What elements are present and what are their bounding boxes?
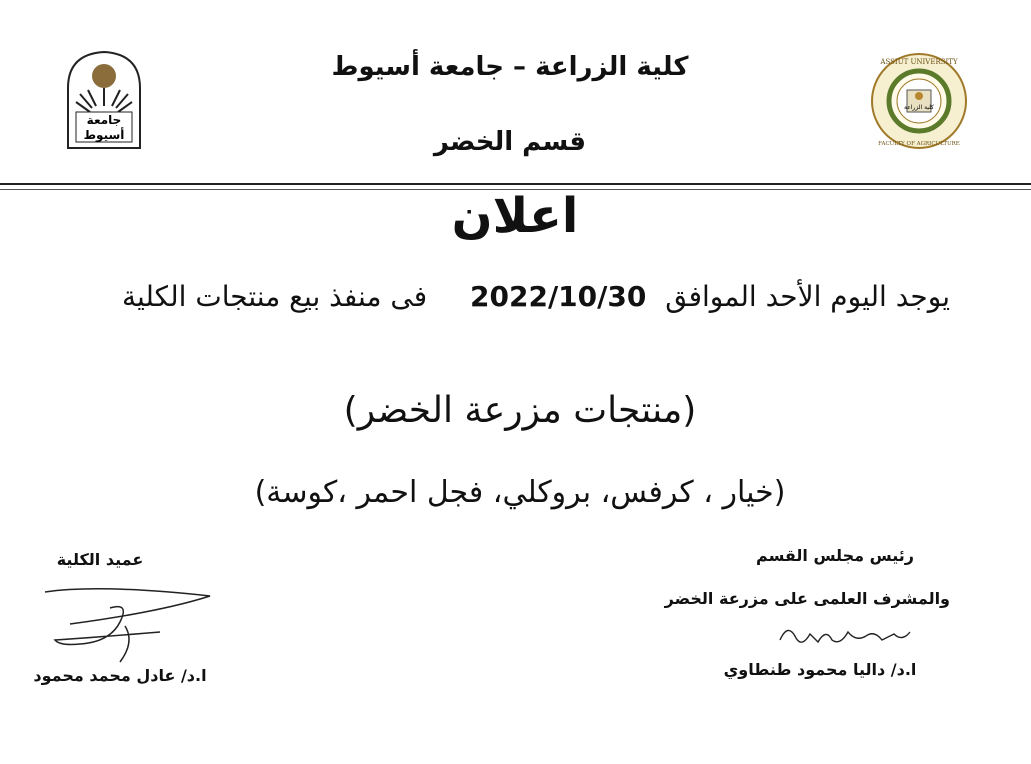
university-logo — [62, 48, 146, 153]
header-divider — [0, 183, 1031, 185]
svg-text:ASSIUT UNIVERSITY: ASSIUT UNIVERSITY — [880, 58, 958, 66]
department-head-signature — [770, 612, 920, 652]
department-head-title: رئيس مجلس القسم — [756, 546, 914, 565]
announcement-title: اعلان — [451, 188, 579, 244]
svg-text:FACULTY OF AGRICULTURE: FACULTY OF AGRICULTURE — [878, 141, 960, 147]
department-name: قسم الخضر — [433, 127, 587, 157]
svg-text:كلية الزراعة: كلية الزراعة — [904, 104, 934, 111]
svg-text:جامعة: جامعة — [86, 113, 122, 127]
faculty-seal-logo — [870, 52, 968, 150]
announcement-date: 2022/10/30 — [470, 280, 647, 313]
announcement-line — [70, 280, 950, 313]
announcement-text: يوجد اليوم الأحد الموافق — [665, 280, 950, 313]
products-list: (خيار ، كرفس، بروكلي، فجل احمر ،كوسة) — [254, 475, 786, 510]
dean-title: عميد الكلية — [56, 550, 144, 569]
products-title: (منتجات مزرعة الخضر) — [343, 390, 697, 431]
svg-text:أسيوط: أسيوط — [83, 128, 125, 142]
college-name: كلية الزراعة – جامعة أسيوط — [331, 52, 689, 82]
department-head-subtitle: والمشرف العلمى على مزرعة الخضر — [664, 589, 950, 608]
department-head-name: ا.د/ داليا محمود طنطاوي — [723, 660, 917, 679]
dean-name: ا.د/ عادل محمد محمود — [33, 666, 207, 685]
dean-signature — [40, 582, 220, 672]
announcement-place: فى منفذ بيع منتجات الكلية — [121, 280, 428, 313]
